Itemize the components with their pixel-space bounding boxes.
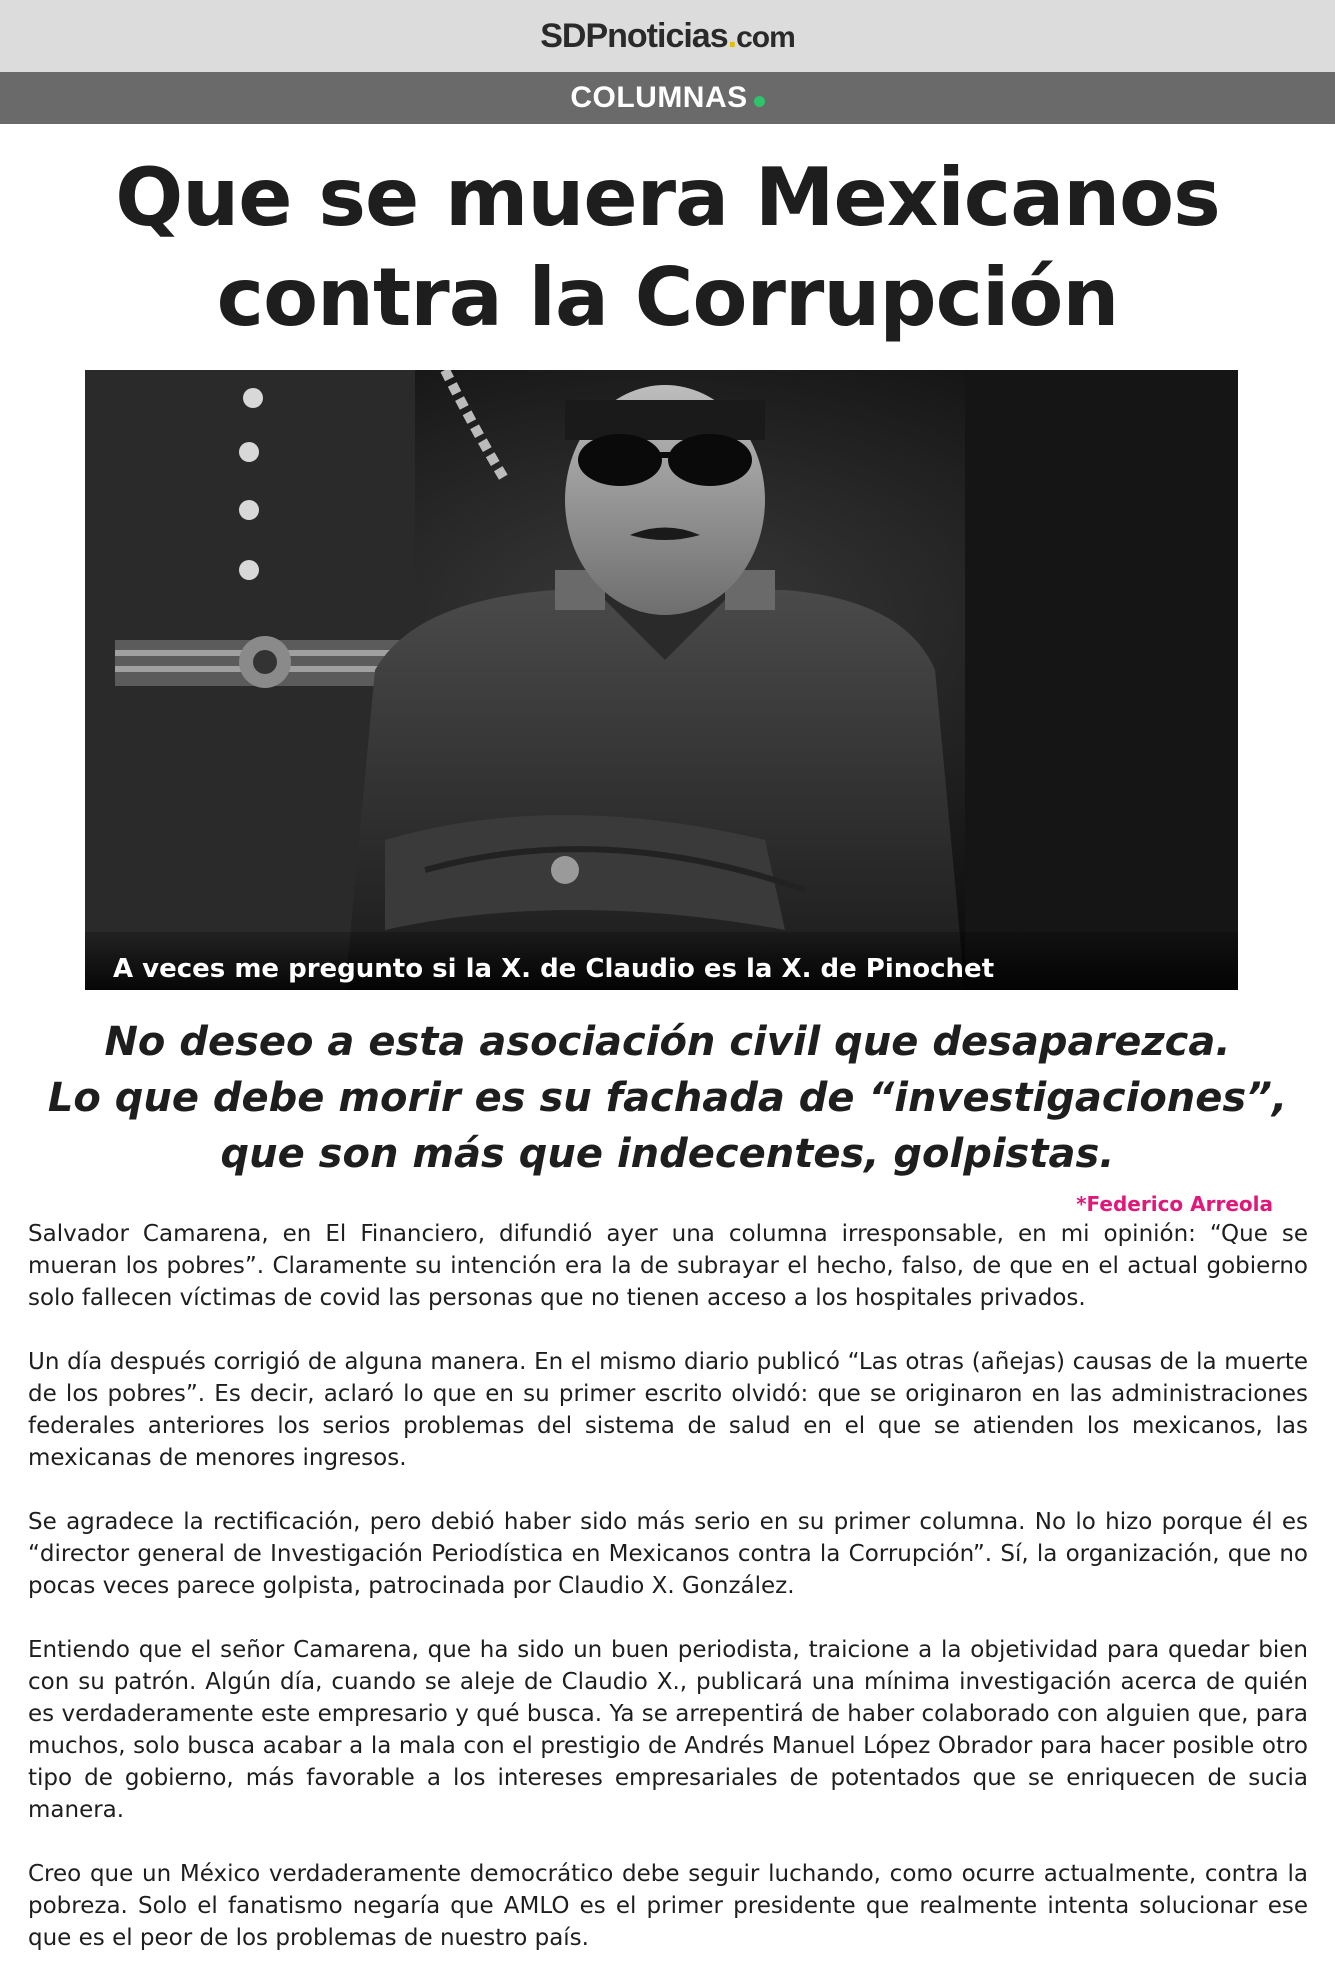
site-header	[0, 0, 1335, 72]
photo-caption: A veces me pregunto si la X. de Claudio es la X. de Pinochet	[85, 932, 1238, 990]
brand-dot: .	[727, 16, 737, 55]
body-paragraph-1: Salvador Camarena, en El Financiero, difundió ayer una columna irresponsable, en mi opinión: “Que se mueran los pobres”. Claramente su intención era la de subrayar el hecho, falso, de que en el actual gobierno solo fallecen víctimas de covid las personas que no tienen acceso a los hospitales privados.	[28, 1221, 1308, 1311]
subhead-line-3: que son más que indecentes, golpistas.	[220, 1131, 1115, 1177]
headline-line-2: contra la Corrupción	[216, 251, 1119, 344]
brand-tld: com	[736, 20, 795, 54]
section-label: COLUMNAS	[570, 81, 748, 114]
section-link-columnas[interactable]	[570, 81, 764, 115]
article-body	[28, 1218, 1308, 1962]
body-paragraph-3: Se agradece la rectificación, pero debió haber sido más serio en su primer columna. No lo hizo porque él es “director general de Investigación Periodística en Mexicanos contra la Corrupción”. Sí, la organización, que no pocas veces parece golpista, patrocinada por Claudio X. González.	[28, 1509, 1308, 1599]
subhead-line-1: No deseo a esta asociación civil que desaparezca.	[104, 1019, 1231, 1065]
author-byline[interactable]: *Federico Arreola	[1076, 1192, 1273, 1216]
section-bar	[0, 72, 1335, 124]
brand-name: SDPnoticias	[540, 16, 728, 55]
article-headline	[0, 148, 1335, 348]
site-logo[interactable]	[540, 17, 795, 56]
body-paragraph-2: Un día después corrigió de alguna manera. En el mismo diario publicó “Las otras (añejas) causas de la muerte de los pobres”. Es decir, aclaró lo que en su primer escrito olvidó: que se originaron en las administraciones federales anteriores los serios problemas del sistema de salud en el que se atienden los mexicanos, las mexicanas de menores ingresos.	[28, 1349, 1308, 1471]
body-paragraph-4: Entiendo que el señor Camarena, que ha sido un buen periodista, traicione a la objetividad para quedar bien con su patrón. Algún día, cuando se aleje de Claudio X., publicará una mínima investigación acerca de quién es verdaderamente este empresario y qué busca. Ya se arrepentirá de haber colaborado con alguien que, para muchos, solo busca acabar a la mala con el prestigio de Andrés Manuel López Obrador para hacer posible otro tipo de gobierno, más favorable a los intereses empresariales de potentados que se enriquecen de sucia manera.	[28, 1637, 1308, 1823]
body-paragraph-5: Creo que un México verdaderamente democrático debe seguir luchando, como ocurre actualmente, contra la pobreza. Solo el fanatismo negaría que AMLO es el primer presidente que realmente intenta solucionar ese que es el peor de los problemas de nuestro país.	[28, 1861, 1308, 1951]
photo-illustration	[85, 370, 1238, 990]
headline-line-1: Que se muera Mexicanos	[115, 151, 1220, 244]
article-subheadline	[40, 1014, 1295, 1182]
subhead-line-2: Lo que debe morir es su fachada de “investigaciones”,	[47, 1075, 1288, 1121]
section-dot-icon	[754, 96, 765, 107]
article-photo	[85, 370, 1238, 990]
